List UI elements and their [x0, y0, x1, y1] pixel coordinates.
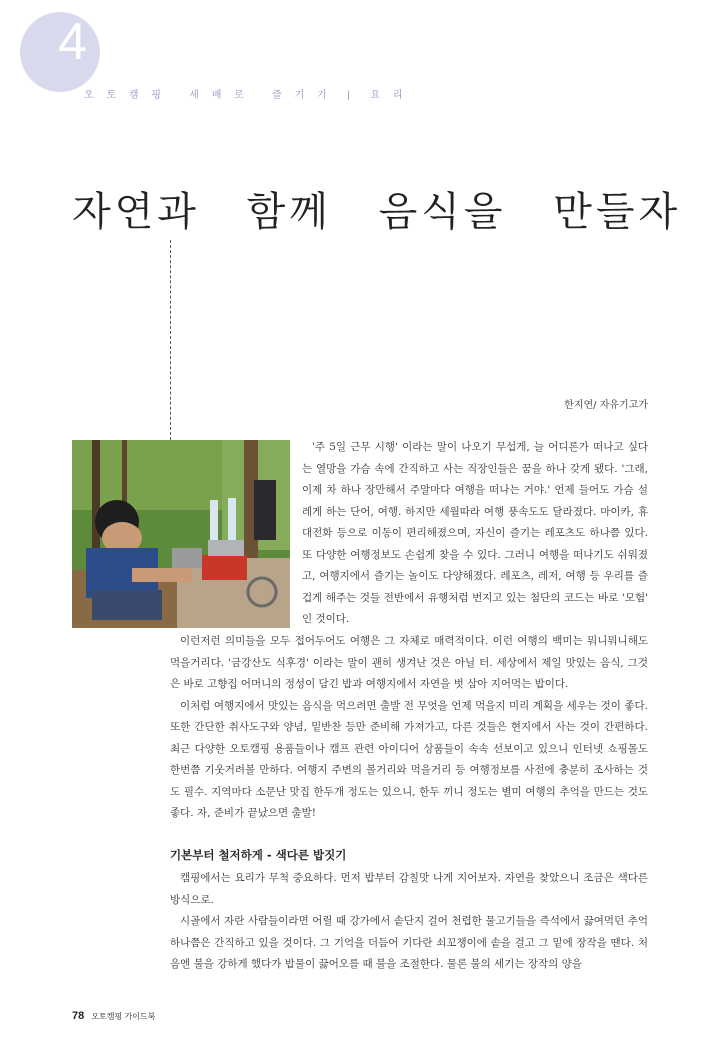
body-paragraphs [170, 631, 648, 825]
paragraph: 이처럼 여행지에서 맛있는 음식을 먹으려면 출발 전 무엇을 언제 먹을지 미리 계획을 세우는 것이 좋다. 또한 간단한 취사도구와 양념, 밑반찬 등만 준비해 가져가고, 다른 것들은 현지에서 사는 것이 간편하다. 최근 다양한 오토캠핑 용품들이나 캠프 관련 아이디어 상품들이 속속 선보이고 있으니 인터넷 쇼핑몰도 한번쯤 기웃거려볼 만하다. 여행지 주변의 볼거리와 먹을거리 등 여행정보를 사전에 충분히 조사하는 것도 필수. 지역마다 소문난 맛집 한두개 정도는 있으니, 한두 끼니 정도는 별미 여행의 추억을 만드는 것도 좋다. 자, 준비가 끝났으면 출발! [170, 699, 648, 819]
paragraph: 이런저런 의미들을 모두 접어두어도 여행은 그 자체로 매력적이다. 이런 여행의 백미는 뭐니뭐니해도 먹을거리다. '금강산도 식후경' 이라는 말이 괜히 생겨난 것은 아닐 터. 세상에서 제일 맛있는 음식, 그것은 바로 고향집 어머니의 정성이 담긴 밥과 여행지에서 자연을 벗 삼아 지어먹는 밥이다. [170, 635, 648, 690]
intro-paragraphs [302, 437, 648, 631]
title-dashed-rule [170, 240, 171, 440]
section-label: 오 토 캠 핑 세 배 로 즐 기 기 | 요 리 [84, 90, 408, 101]
paragraph: 시골에서 자란 사람들이라면 어릴 때 강가에서 솥단지 걸어 천렵한 물고기들을 즉석에서 끓여먹던 추억 하나쯤은 간직하고 있을 것이다. 그 기억을 더듬어 기다란 쇠꼬챙이에 솥을 걸고 그 밑에 장작을 땐다. 처음엔 불을 강하게 했다가 밥물이 끓어오를 때 불을 조절한다. 물론 불의 세기는 장작의 양을 [170, 915, 648, 970]
photo-illustration [72, 440, 290, 628]
article-title: 자연과 함께 음식을 만들자 [72, 189, 682, 235]
paragraph: 캠핑에서는 요리가 무척 중요하다. 먼저 밥부터 감칠맛 나게 지어보자. 자연을 찾았으니 조금은 색다른 방식으로. [170, 872, 648, 906]
camping-cooking-photo [72, 440, 290, 628]
paragraph: '주 5일 근무 시행' 이라는 말이 나오기 무섭게, 늘 어디론가 떠나고 싶다는 열망을 가슴 속에 간직하고 사는 직장인들은 꿈을 하나 갖게 됐다. '그래, 이제 차 하나 장만해서 주말마다 여행을 떠나는 거야.' 언제 들어도 가슴 설레게 하는 단어, 여행. 하지만 세월따라 여행 풍속도도 달라졌다. 마이카, 휴대전화 등으로 이동이 편리해졌으며, 자신이 즐기는 레포츠도 하나쯤 있다. 또 다양한 여행정보도 손쉽게 찾을 수 있다. 그러니 여행을 떠나기도 쉬워졌고, 여행지에서 즐기는 놀이도 다양해졌다. 레포츠, 레저, 여행 등 우리를 즐겁게 해주는 것들 전반에서 유행처럼 번지고 있는 첨단의 코드는 바로 '모험' 인 것이다. [302, 441, 648, 625]
subsection-paragraphs [170, 868, 648, 976]
book-title: 오토캠핑 가이드북 [91, 1012, 156, 1021]
author-byline: 한지연/ 자유기고가 [564, 400, 648, 411]
chapter-number: 4 [58, 13, 87, 71]
page-footer [72, 1010, 155, 1022]
section-subheading: 기본부터 철저하게 - 색다른 밥짓기 [170, 848, 347, 862]
page-number: 78 [72, 1010, 85, 1022]
